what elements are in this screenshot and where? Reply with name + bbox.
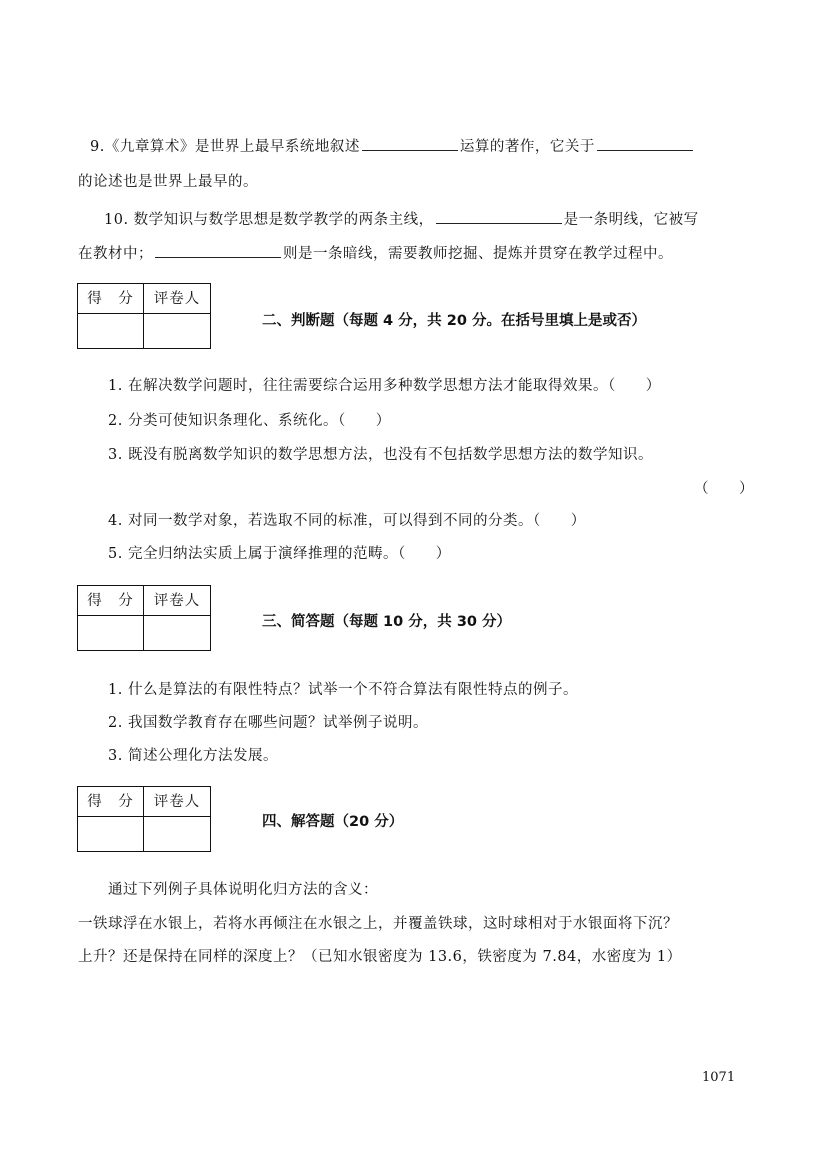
grader-label: 评卷人 (144, 586, 210, 616)
s4-intro: 通过下列例子具体说明化归方法的含义： (108, 882, 378, 898)
s4-line1: 一铁球浮在水银上，若将水再倾注在水银之上，并覆盖铁球，这时球相对于水银面将下沉？ (78, 916, 678, 932)
q9-text-3: 的论述也是世界上最早的。 (78, 174, 258, 190)
q9-line1 (90, 135, 695, 156)
s2-q4: 4. 对同一数学对象，若选取不同的标准，可以得到不同的分类。（ ） (108, 513, 586, 529)
s3-q1: 1. 什么是算法的有限性特点？试举一个不符合算法有限性特点的例子。 (108, 682, 578, 698)
q10-line1 (104, 208, 699, 229)
s3-q3: 3. 简述公理化方法发展。 (108, 748, 278, 764)
q9-text-1: 9.《九章算术》是世界上最早系统地叙述 (90, 139, 360, 155)
score-cell[interactable] (78, 817, 144, 851)
grader-label: 评卷人 (144, 787, 210, 817)
score-table-section4 (77, 786, 211, 852)
score-cell[interactable] (78, 314, 144, 348)
score-cell[interactable] (78, 616, 144, 650)
score-label: 得 分 (78, 787, 144, 817)
q10-line2 (78, 242, 673, 263)
s4-line2: 上升？还是保持在同样的深度上？（已知水银密度为 13.6，铁密度为 7.84，水密度为 1） (78, 949, 682, 965)
q9-text-2: 运算的著作，它关于 (459, 139, 595, 155)
grader-label: 评卷人 (144, 284, 210, 314)
grader-cell[interactable] (144, 616, 210, 650)
q9-line2 (78, 170, 258, 191)
score-label: 得 分 (78, 284, 144, 314)
grader-cell[interactable] (144, 817, 210, 851)
section3-title: 三、简答题（每题 10 分，共 30 分） (262, 614, 512, 630)
s2-q1: 1. 在解决数学问题时，往往需要综合运用多种数学思想方法才能取得效果。（ ） (108, 378, 661, 394)
q9-blank-2[interactable] (597, 136, 693, 151)
grader-cell[interactable] (144, 314, 210, 348)
s2-q5: 5. 完全归纳法实质上属于演绎推理的范畴。（ ） (108, 546, 451, 562)
q10-text-4: 则是一条暗线，需要教师挖掘、提炼并贯穿在教学过程中。 (283, 246, 673, 262)
q10-text-2: 是一条明线，它被写 (563, 212, 699, 228)
section4-title: 四、解答题（20 分） (262, 814, 404, 830)
s2-q3-answer-paren[interactable]: （ ） (694, 481, 754, 497)
q9-blank-1[interactable] (362, 136, 458, 151)
s2-q2: 2. 分类可使知识条理化、系统化。（ ） (108, 413, 391, 429)
score-table-section3 (77, 585, 211, 651)
section2-title: 二、判断题（每题 4 分，共 20 分。在括号里填上是或否） (262, 313, 646, 329)
score-label: 得 分 (78, 586, 144, 616)
page-number: 1071 (702, 1070, 736, 1085)
s3-q2: 2. 我国数学教育存在哪些问题？试举例子说明。 (108, 715, 428, 731)
score-table-section2 (77, 283, 211, 349)
q10-text-1: 10. 数学知识与数学思想是数学教学的两条主线， (104, 212, 434, 228)
q10-blank-1[interactable] (436, 209, 562, 224)
s2-q3: 3. 既没有脱离数学知识的数学思想方法，也没有不包括数学思想方法的数学知识。 (108, 447, 653, 463)
q10-blank-2[interactable] (155, 243, 281, 258)
q10-text-3: 在教材中； (78, 246, 153, 262)
